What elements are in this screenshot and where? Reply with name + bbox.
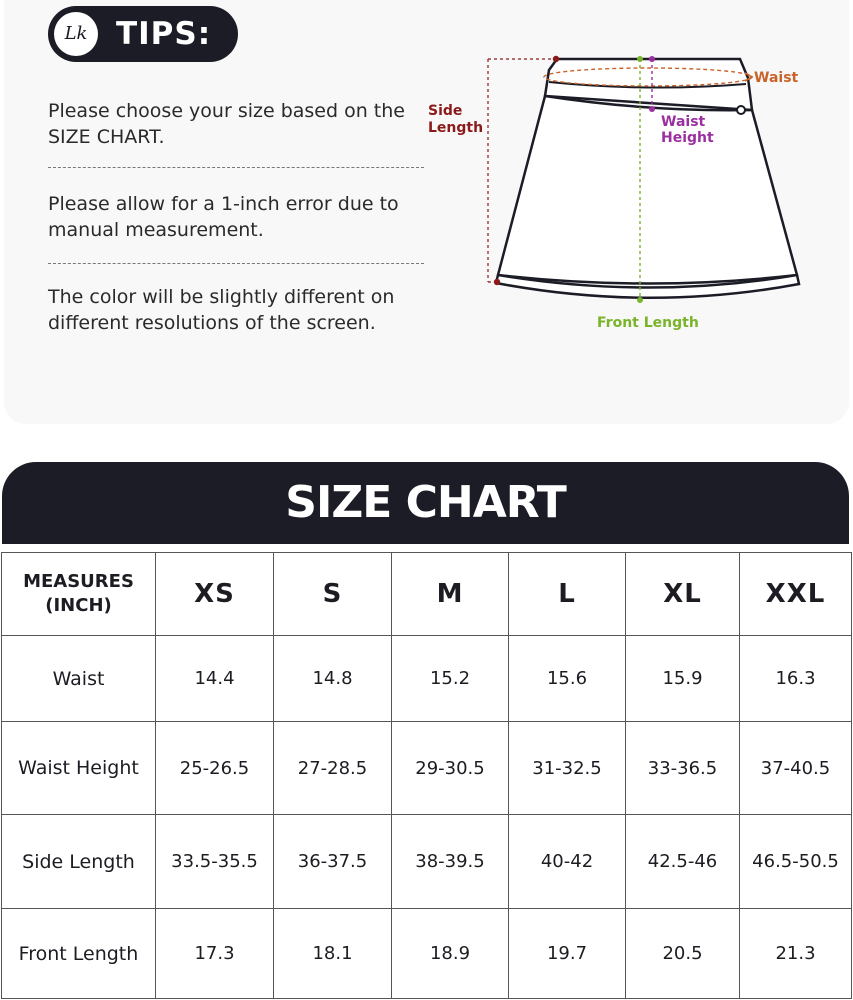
- table-row-side-length: [2, 815, 852, 909]
- size-header-s: S: [274, 553, 392, 636]
- table-cell: 14.4: [156, 636, 274, 722]
- table-row-waist: [2, 636, 852, 722]
- table-cell: 38-39.5: [392, 815, 509, 909]
- table-row-waist-height: [2, 722, 852, 815]
- measures-header-line2: (INCH): [45, 595, 112, 616]
- tip-divider-2: [48, 263, 424, 264]
- side-length-label-line2: Length: [428, 120, 484, 136]
- table-cell: 18.1: [274, 909, 392, 999]
- size-header-xs: XS: [156, 553, 274, 636]
- table-row-front-length: [2, 909, 852, 999]
- table-cell: 46.5-50.5: [740, 815, 852, 909]
- table-cell: 42.5-46: [626, 815, 740, 909]
- waist-label: Waist: [754, 70, 799, 86]
- row-label-front-length: Front Length: [2, 909, 156, 999]
- side-length-label-line1: Side: [428, 103, 463, 119]
- measures-header: [2, 553, 156, 636]
- row-label-waist: Waist: [2, 636, 156, 722]
- table-cell: 17.3: [156, 909, 274, 999]
- table-cell: 16.3: [740, 636, 852, 722]
- table-cell: 40-42: [509, 815, 626, 909]
- size-header-l: L: [509, 553, 626, 636]
- table-cell: 21.3: [740, 909, 852, 999]
- tip-item-1: Please choose your size based on the SIZE CHART.: [48, 100, 405, 148]
- waist-height-label-line1: Waist: [661, 114, 706, 130]
- tips-title: TIPS:: [116, 16, 212, 52]
- measures-header-line1: MEASURES: [23, 571, 134, 592]
- table-cell: 15.2: [392, 636, 509, 722]
- table-cell: 15.6: [509, 636, 626, 722]
- table-cell: 18.9: [392, 909, 509, 999]
- tip-item-3: The color will be slightly different on different resolutions of the screen.: [48, 286, 395, 334]
- table-cell: 27-28.5: [274, 722, 392, 815]
- size-header-xl: XL: [626, 553, 740, 636]
- table-cell: 14.8: [274, 636, 392, 722]
- table-cell: 37-40.5: [740, 722, 852, 815]
- front-length-label: Front Length: [597, 315, 699, 331]
- size-chart-table: [1, 552, 852, 999]
- table-cell: 29-30.5: [392, 722, 509, 815]
- table-cell: 19.7: [509, 909, 626, 999]
- brand-logo: [54, 12, 98, 56]
- table-cell: 15.9: [626, 636, 740, 722]
- brand-logo-text: Lk: [64, 23, 88, 44]
- table-cell: 33.5-35.5: [156, 815, 274, 909]
- table-header-row: [2, 553, 852, 636]
- table-cell: 20.5: [626, 909, 740, 999]
- skirt-measurement-diagram: [425, 45, 825, 345]
- tips-header: [48, 6, 238, 62]
- row-label-waist-height: Waist Height: [2, 722, 156, 815]
- waist-height-label-line2: Height: [661, 130, 714, 146]
- table-cell: 25-26.5: [156, 722, 274, 815]
- tip-divider-1: [48, 167, 424, 168]
- tip-item-2: Please allow for a 1-inch error due to manual measurement.: [48, 193, 399, 241]
- table-cell: 31-32.5: [509, 722, 626, 815]
- size-chart-title: SIZE CHART: [285, 477, 566, 528]
- table-cell: 33-36.5: [626, 722, 740, 815]
- size-chart-banner: [2, 462, 849, 544]
- size-header-m: M: [392, 553, 509, 636]
- skirt-outline: [496, 59, 799, 298]
- size-header-xxl: XXL: [740, 553, 852, 636]
- table-cell: 36-37.5: [274, 815, 392, 909]
- row-label-side-length: Side Length: [2, 815, 156, 909]
